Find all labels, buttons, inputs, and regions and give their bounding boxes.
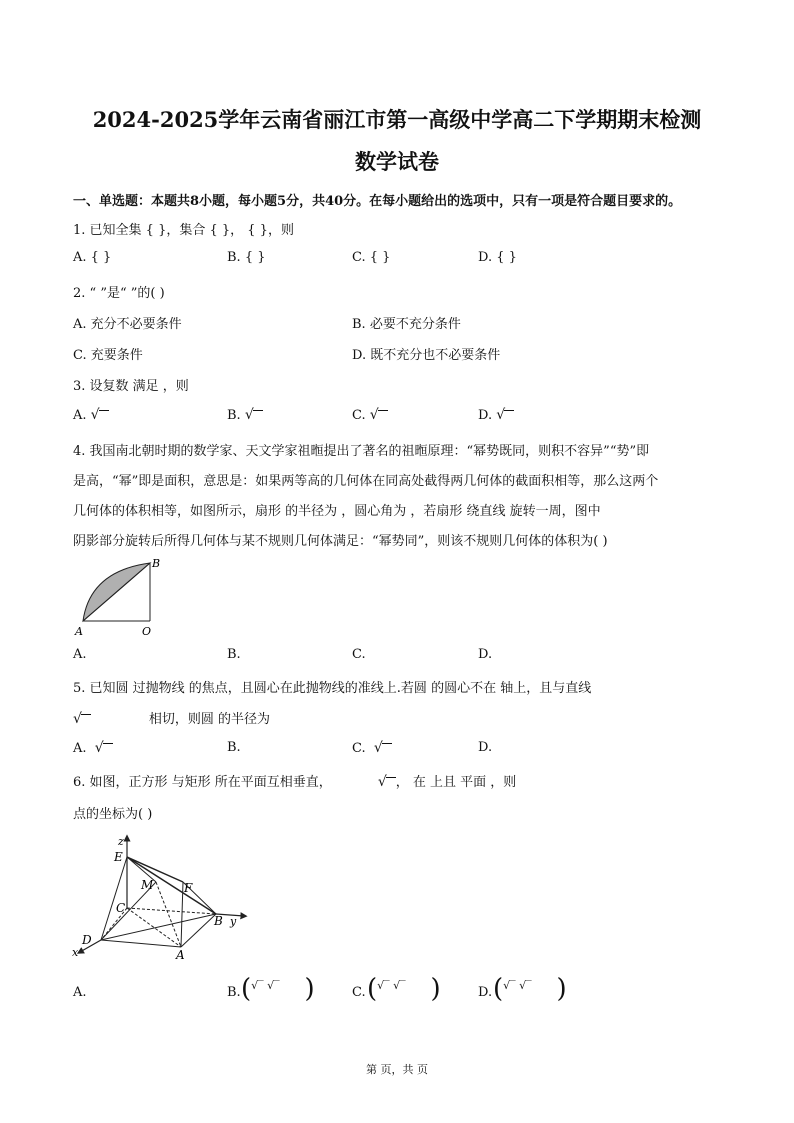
q6-option-d: D.	[478, 985, 493, 1000]
q6-option-c-formula: (√‾ √‾ )	[367, 974, 441, 1004]
q1-option-a: A. { }	[73, 250, 112, 265]
section-heading: 一、单选题：本题共8小题，每小题5分，共40分。在每小题给出的选项中，只有一项是符合题目要求的。	[73, 194, 682, 209]
page-footer: 第 页，共 页	[366, 1063, 428, 1076]
q4-option-b: B.	[227, 647, 241, 662]
q1-option-b: B. { }	[227, 250, 266, 265]
q6-option-b: B.	[227, 985, 241, 1000]
q2-option-b: B. 必要不充分条件	[352, 317, 461, 332]
q4-option-d: D.	[478, 647, 493, 662]
question-4-line-2: 是高，“幂”即是面积，意思是：如果两等高的几何体在同高处截得两几何体的截面积相等，那么这两个	[73, 474, 659, 489]
sqrt-symbol: √	[378, 774, 396, 790]
sqrt-symbol: √	[91, 407, 109, 423]
q6-option-b-formula: (√‾ √‾ )	[241, 974, 315, 1004]
q5-option-b: B.	[227, 740, 241, 755]
question-5-line-1: 5. 已知圆 过抛物线 的焦点，且圆心在此抛物线的准线上.若圆 的圆心不在 轴上，且与直线	[73, 681, 592, 696]
question-3-stem: 3. 设复数 满足 ，则	[73, 379, 189, 394]
q2-option-a: A. 充分不必要条件	[73, 317, 182, 332]
q4-option-c: C.	[352, 647, 366, 662]
label-y: y	[230, 915, 237, 928]
q6-option-a: A.	[73, 985, 87, 1000]
q6-option-d-formula: (√‾ √‾ )	[493, 974, 567, 1004]
q1-option-c: C. { }	[352, 250, 391, 265]
label-o: O	[142, 625, 152, 638]
sqrt-symbol: √	[496, 407, 514, 423]
label-f: F	[184, 881, 193, 895]
q3-option-c: C. √	[352, 407, 388, 423]
q3-option-b: B. √	[227, 407, 263, 423]
q3-option-d: D. √	[478, 407, 514, 423]
label-m: M	[141, 878, 154, 892]
q5-option-d: D.	[478, 740, 493, 755]
q3-option-a: A. √	[73, 407, 109, 423]
label-b: B	[152, 557, 161, 570]
sqrt-symbol: √	[370, 407, 388, 423]
label-x: x	[72, 946, 79, 959]
q5-option-a: A. √	[73, 740, 113, 756]
sqrt-symbol: √	[95, 740, 113, 756]
question-5-line-2: √ 相切，则圆 的半径为	[73, 711, 271, 727]
question-4-line-1: 4. 我国南北朝时期的数学家、天文学家祖暅提出了著名的祖暅原理：“幂势既同，则积不容异”“势”即	[73, 444, 650, 459]
question-1-stem: 1. 已知全集 { }，集合 { }， { }，则	[73, 223, 294, 238]
question-6-line-2: 点的坐标为( )	[73, 807, 153, 822]
label-d: D	[82, 933, 92, 947]
sqrt-symbol: √	[245, 407, 263, 423]
label-z: z	[118, 835, 124, 848]
sqrt-symbol: √	[374, 740, 392, 756]
q4-option-a: A.	[73, 647, 87, 662]
label-e: E	[114, 850, 123, 864]
sector-figure	[70, 553, 170, 639]
q6-option-c: C.	[352, 985, 366, 1000]
question-4-line-3: 几何体的体积相等，如图所示，扇形 的半径为 ，圆心角为 ，若扇形 绕直线 旋转一周，图中	[73, 504, 601, 519]
cube-figure	[68, 832, 248, 962]
question-4-line-4: 阴影部分旋转后所得几何体与某不规则几何体满足：“幂势同”，则该不规则几何体的体积为( )	[73, 534, 608, 549]
q1-option-d: D. { }	[478, 250, 517, 265]
exam-subtitle: 数学试卷	[355, 149, 439, 174]
label-b: B	[214, 914, 223, 928]
sqrt-symbol: √	[73, 711, 91, 727]
exam-title: 2024-2025学年云南省丽江市第一高级中学高二下学期期末检测	[92, 107, 702, 132]
question-6-line-1: 6. 如图，正方形 与矩形 所在平面互相垂直， √ ， 在 上且 平面 ，则	[73, 774, 517, 790]
question-2-stem: 2. “ ”是“ ”的( )	[73, 286, 165, 301]
q2-option-d: D. 既不充分也不必要条件	[352, 348, 501, 363]
label-a: A	[176, 948, 185, 962]
label-c: C	[116, 901, 126, 915]
q2-option-c: C. 充要条件	[73, 348, 143, 363]
label-a: A	[75, 625, 83, 638]
q5-option-c: C. √	[352, 740, 392, 756]
